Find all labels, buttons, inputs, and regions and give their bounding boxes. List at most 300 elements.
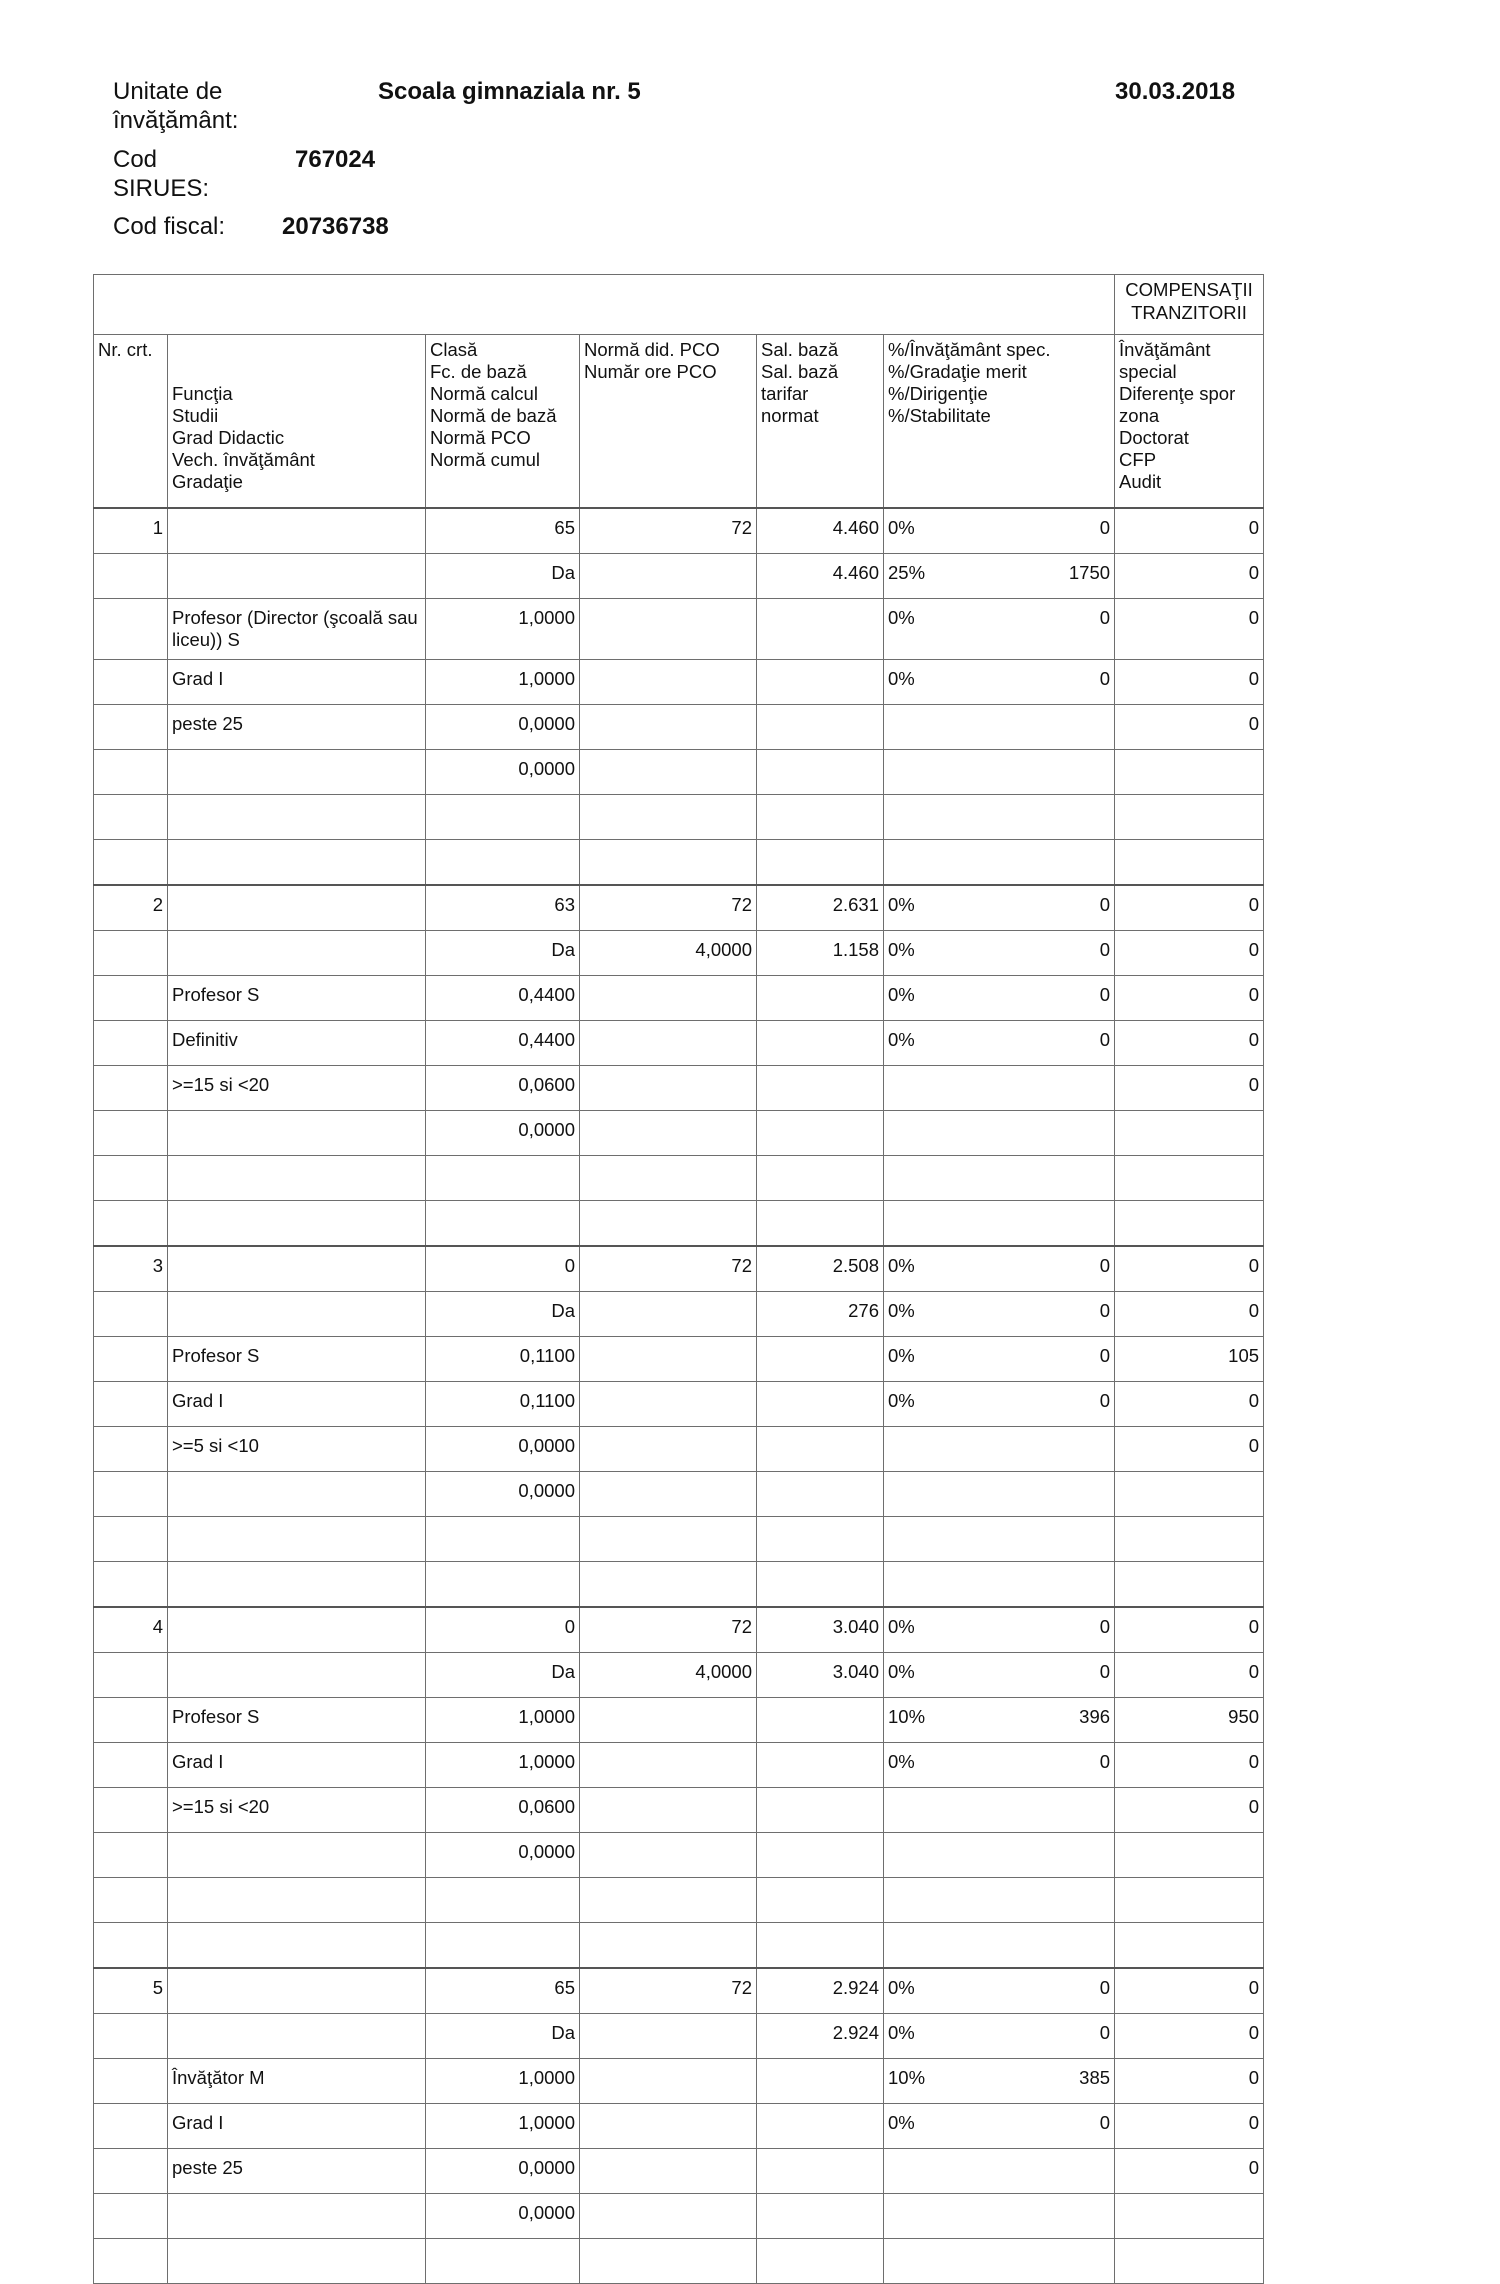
cell-procent-valoare: 0	[998, 1021, 1115, 1066]
col-header-line: tarifar	[761, 383, 809, 404]
cell-compensatii	[1115, 1201, 1264, 1247]
cell-sal-baza	[757, 840, 884, 886]
cell-nr	[94, 750, 168, 795]
cell-procent: 0%	[884, 1607, 998, 1653]
cell-procent	[884, 1833, 998, 1878]
cell-procent: 0%	[884, 931, 998, 976]
cell-sal-baza	[757, 1743, 884, 1788]
cell-procent	[884, 1472, 998, 1517]
unit-name: Scoala gimnaziala nr. 5	[378, 78, 641, 105]
cell-compensatii: 0	[1115, 2059, 1264, 2104]
cell-compensatii: 0	[1115, 599, 1264, 660]
cell-norma	[580, 1156, 757, 1201]
table-row	[94, 1201, 1264, 1247]
col-header-nr	[94, 335, 168, 509]
cell-procent: 0%	[884, 885, 998, 931]
cell-procent-valoare	[998, 1517, 1115, 1562]
cell-compensatii	[1115, 795, 1264, 840]
cell-functia	[168, 1292, 426, 1337]
cell-functia	[168, 554, 426, 599]
cell-norma	[580, 1698, 757, 1743]
table-row	[94, 1021, 1264, 1066]
cell-functia: Învăţător M	[168, 2059, 426, 2104]
cell-procent-valoare	[998, 1562, 1115, 1608]
cell-nr	[94, 554, 168, 599]
col-header-line: Normă cumul	[430, 449, 540, 470]
cell-sal-baza: 1.158	[757, 931, 884, 976]
cell-sal-baza	[757, 2239, 884, 2284]
cell-functia: Profesor S	[168, 976, 426, 1021]
cell-sal-baza	[757, 1156, 884, 1201]
cell-sal-baza	[757, 1111, 884, 1156]
cell-norma	[580, 599, 757, 660]
cell-functia	[168, 750, 426, 795]
cell-procent-valoare	[998, 1156, 1115, 1201]
cell-sal-baza	[757, 1698, 884, 1743]
cell-procent	[884, 1788, 998, 1833]
cell-nr	[94, 660, 168, 705]
cell-norma: 72	[580, 885, 757, 931]
table-row	[94, 1337, 1264, 1382]
col-header-line: Audit	[1119, 471, 1162, 492]
col-header-norma-did	[580, 335, 757, 509]
cell-functia	[168, 2014, 426, 2059]
cell-clasa: 0,0000	[426, 750, 580, 795]
col-header-line: Normă PCO	[430, 427, 531, 448]
col-header-sal-baza	[757, 335, 884, 509]
table-row	[94, 1788, 1264, 1833]
cell-procent: 10%	[884, 2059, 998, 2104]
group-header-line2: TRANZITORII	[1131, 302, 1247, 323]
cell-nr	[94, 840, 168, 886]
cell-norma: 72	[580, 1968, 757, 2014]
table-row	[94, 931, 1264, 976]
table-row	[94, 2104, 1264, 2149]
cell-procent: 0%	[884, 1968, 998, 2014]
cell-compensatii: 0	[1115, 1427, 1264, 1472]
cell-sal-baza	[757, 1472, 884, 1517]
cell-procent-valoare: 0	[998, 1292, 1115, 1337]
report-date: 30.03.2018	[1115, 78, 1236, 105]
cell-nr	[94, 2194, 168, 2239]
cell-clasa: 0,0000	[426, 1427, 580, 1472]
cell-procent	[884, 1562, 998, 1608]
cell-nr	[94, 1156, 168, 1201]
cell-clasa: 0,1100	[426, 1382, 580, 1427]
cell-nr	[94, 1292, 168, 1337]
cell-procent	[884, 1156, 998, 1201]
cell-clasa: 0,0000	[426, 1472, 580, 1517]
cell-compensatii	[1115, 840, 1264, 886]
cell-norma	[580, 2149, 757, 2194]
cell-procent-valoare: 0	[998, 1653, 1115, 1698]
cell-sal-baza	[757, 1201, 884, 1247]
sirues-label	[113, 145, 209, 203]
cell-functia	[168, 1607, 426, 1653]
cell-clasa: 1,0000	[426, 1698, 580, 1743]
cell-clasa	[426, 2239, 580, 2284]
cell-procent-valoare	[998, 2194, 1115, 2239]
cell-procent: 0%	[884, 660, 998, 705]
table-row	[94, 1833, 1264, 1878]
cell-nr	[94, 1111, 168, 1156]
cell-clasa	[426, 840, 580, 886]
cell-compensatii: 0	[1115, 1292, 1264, 1337]
cell-functia	[168, 1517, 426, 1562]
table-row	[94, 976, 1264, 1021]
cell-norma	[580, 795, 757, 840]
col-header-line: Sal. bază	[761, 339, 839, 360]
cell-functia	[168, 508, 426, 554]
cell-sal-baza	[757, 660, 884, 705]
cell-norma	[580, 1382, 757, 1427]
unit-label	[113, 77, 238, 135]
cell-clasa: Da	[426, 554, 580, 599]
sirues-label-line1: Cod	[113, 146, 158, 173]
cell-functia	[168, 885, 426, 931]
cell-nr	[94, 1743, 168, 1788]
cell-sal-baza	[757, 1337, 884, 1382]
cell-clasa: 1,0000	[426, 660, 580, 705]
col-header-line: Funcţia	[172, 383, 233, 404]
unit-label-line2: învăţământ:	[113, 107, 239, 134]
table-row	[94, 2194, 1264, 2239]
table-row	[94, 660, 1264, 705]
cell-procent: 0%	[884, 1382, 998, 1427]
table-row	[94, 1111, 1264, 1156]
table-row	[94, 2149, 1264, 2194]
cell-procent-valoare: 0	[998, 1743, 1115, 1788]
cell-functia	[168, 1653, 426, 1698]
table-row	[94, 1472, 1264, 1517]
cell-functia	[168, 840, 426, 886]
cell-sal-baza	[757, 1427, 884, 1472]
cell-sal-baza: 3.040	[757, 1607, 884, 1653]
cell-compensatii	[1115, 1111, 1264, 1156]
cell-sal-baza	[757, 2059, 884, 2104]
table-row	[94, 599, 1264, 660]
cell-functia: >=15 si <20	[168, 1066, 426, 1111]
cell-functia	[168, 1968, 426, 2014]
cell-norma	[580, 1337, 757, 1382]
cell-functia	[168, 1878, 426, 1923]
col-header-line: Clasă	[430, 339, 478, 360]
fiscal-label: Cod fiscal:	[113, 213, 226, 240]
cell-norma	[580, 1743, 757, 1788]
cell-procent-valoare	[998, 1472, 1115, 1517]
cell-functia: >=5 si <10	[168, 1427, 426, 1472]
cell-clasa	[426, 1201, 580, 1247]
col-header-line: %/Dirigenţie	[888, 383, 988, 404]
cell-compensatii: 0	[1115, 1382, 1264, 1427]
col-header-line: Grad Didactic	[172, 427, 285, 448]
col-header-line: Nr. crt.	[98, 339, 153, 360]
cell-norma	[580, 1517, 757, 1562]
cell-compensatii: 0	[1115, 554, 1264, 599]
cell-functia: Profesor (Director (şcoală sau liceu)) S	[168, 599, 426, 660]
cell-nr	[94, 1201, 168, 1247]
cell-procent: 0%	[884, 2104, 998, 2149]
cell-nr	[94, 1788, 168, 1833]
cell-nr	[94, 1382, 168, 1427]
cell-norma	[580, 1066, 757, 1111]
col-header-line: Fc. de bază	[430, 361, 527, 382]
cell-compensatii	[1115, 750, 1264, 795]
cell-compensatii: 0	[1115, 705, 1264, 750]
cell-compensatii: 0	[1115, 1743, 1264, 1788]
cell-nr	[94, 1021, 168, 1066]
cell-procent: 0%	[884, 599, 998, 660]
cell-nr	[94, 976, 168, 1021]
cell-clasa: 0,0000	[426, 1833, 580, 1878]
cell-norma	[580, 2104, 757, 2149]
cell-nr	[94, 1337, 168, 1382]
cell-procent-valoare: 0	[998, 1337, 1115, 1382]
table-row	[94, 554, 1264, 599]
table-row	[94, 795, 1264, 840]
table-row	[94, 1923, 1264, 1969]
cell-sal-baza: 4.460	[757, 508, 884, 554]
cell-nr: 4	[94, 1607, 168, 1653]
cell-compensatii	[1115, 1156, 1264, 1201]
cell-procent-valoare: 0	[998, 660, 1115, 705]
cell-functia	[168, 1201, 426, 1247]
cell-procent-valoare: 396	[998, 1698, 1115, 1743]
col-header-line: Normă calcul	[430, 383, 538, 404]
cell-compensatii	[1115, 2239, 1264, 2284]
cell-nr	[94, 705, 168, 750]
table-row	[94, 1698, 1264, 1743]
cell-norma	[580, 2194, 757, 2239]
cell-compensatii: 0	[1115, 2149, 1264, 2194]
cell-sal-baza	[757, 1382, 884, 1427]
salary-table	[93, 274, 1264, 2284]
cell-functia	[168, 931, 426, 976]
table-row	[94, 1382, 1264, 1427]
col-header-line: CFP	[1119, 449, 1157, 470]
cell-nr: 3	[94, 1246, 168, 1292]
cell-functia	[168, 795, 426, 840]
cell-functia: Grad I	[168, 1743, 426, 1788]
cell-sal-baza: 3.040	[757, 1653, 884, 1698]
cell-functia: >=15 si <20	[168, 1788, 426, 1833]
cell-compensatii	[1115, 1923, 1264, 1969]
cell-nr: 2	[94, 885, 168, 931]
cell-compensatii: 0	[1115, 931, 1264, 976]
cell-norma	[580, 750, 757, 795]
cell-compensatii: 0	[1115, 976, 1264, 1021]
cell-procent	[884, 1066, 998, 1111]
cell-functia	[168, 1923, 426, 1969]
cell-norma	[580, 1201, 757, 1247]
cell-procent	[884, 1111, 998, 1156]
table-row	[94, 1562, 1264, 1608]
cell-compensatii: 950	[1115, 1698, 1264, 1743]
cell-procent-valoare	[998, 1427, 1115, 1472]
col-header-functia	[168, 335, 426, 509]
col-header-line: Gradaţie	[172, 471, 243, 492]
cell-norma: 4,0000	[580, 1653, 757, 1698]
cell-compensatii	[1115, 1517, 1264, 1562]
cell-procent-valoare: 0	[998, 2104, 1115, 2149]
cell-clasa: 0,0000	[426, 1111, 580, 1156]
group-header-row	[94, 275, 1264, 335]
cell-procent: 0%	[884, 508, 998, 554]
cell-clasa	[426, 1517, 580, 1562]
cell-functia	[168, 1833, 426, 1878]
cell-clasa: 0,0000	[426, 705, 580, 750]
cell-clasa: 0,0600	[426, 1066, 580, 1111]
col-header-line: Diferenţe spor	[1119, 383, 1236, 404]
cell-procent-valoare	[998, 750, 1115, 795]
cell-nr	[94, 795, 168, 840]
cell-sal-baza	[757, 1923, 884, 1969]
cell-nr	[94, 1517, 168, 1562]
cell-clasa: 1,0000	[426, 2059, 580, 2104]
cell-clasa: 1,0000	[426, 2104, 580, 2149]
table-row	[94, 885, 1264, 931]
cell-sal-baza	[757, 1021, 884, 1066]
cell-norma	[580, 1878, 757, 1923]
cell-sal-baza: 2.924	[757, 1968, 884, 2014]
cell-procent	[884, 2194, 998, 2239]
cell-procent	[884, 1923, 998, 1969]
cell-functia	[168, 1156, 426, 1201]
cell-procent	[884, 795, 998, 840]
table-row	[94, 2014, 1264, 2059]
cell-functia	[168, 1562, 426, 1608]
cell-procent-valoare: 0	[998, 599, 1115, 660]
cell-functia: Grad I	[168, 660, 426, 705]
cell-sal-baza	[757, 1833, 884, 1878]
col-header-line: %/Învăţământ spec.	[888, 339, 1051, 360]
cell-procent	[884, 2149, 998, 2194]
cell-procent-valoare: 0	[998, 2014, 1115, 2059]
cell-procent-valoare: 0	[998, 931, 1115, 976]
cell-norma	[580, 1788, 757, 1833]
cell-procent-valoare: 1750	[998, 554, 1115, 599]
cell-clasa	[426, 1156, 580, 1201]
cell-functia: peste 25	[168, 705, 426, 750]
col-header-procente	[884, 335, 1115, 509]
cell-procent	[884, 840, 998, 886]
table-row	[94, 1427, 1264, 1472]
cell-norma	[580, 1923, 757, 1969]
table-row	[94, 1517, 1264, 1562]
cell-procent-valoare: 0	[998, 976, 1115, 1021]
col-header-line: Normă did. PCO	[584, 339, 720, 360]
table-row	[94, 1653, 1264, 1698]
cell-procent-valoare: 0	[998, 1382, 1115, 1427]
cell-procent-valoare	[998, 1923, 1115, 1969]
cell-sal-baza: 4.460	[757, 554, 884, 599]
cell-norma	[580, 1021, 757, 1066]
cell-procent	[884, 750, 998, 795]
col-header-line: Vech. învăţământ	[172, 449, 315, 470]
group-header-line1: COMPENSAŢII	[1125, 279, 1253, 300]
cell-procent-valoare: 0	[998, 885, 1115, 931]
cell-norma: 4,0000	[580, 931, 757, 976]
cell-compensatii: 0	[1115, 1788, 1264, 1833]
cell-nr	[94, 1653, 168, 1698]
cell-procent: 0%	[884, 1246, 998, 1292]
cell-procent-valoare	[998, 1201, 1115, 1247]
cell-procent-valoare	[998, 2149, 1115, 2194]
cell-norma	[580, 840, 757, 886]
table-row	[94, 2059, 1264, 2104]
col-header-line: %/Gradaţie merit	[888, 361, 1027, 382]
cell-sal-baza: 2.631	[757, 885, 884, 931]
cell-procent-valoare	[998, 1788, 1115, 1833]
cell-norma	[580, 1472, 757, 1517]
col-header-line: Doctorat	[1119, 427, 1189, 448]
cell-sal-baza	[757, 599, 884, 660]
col-header-line: %/Stabilitate	[888, 405, 991, 426]
cell-nr	[94, 1427, 168, 1472]
cell-procent-valoare: 0	[998, 1968, 1115, 2014]
cell-sal-baza	[757, 1517, 884, 1562]
cell-norma	[580, 705, 757, 750]
cell-clasa: 1,0000	[426, 599, 580, 660]
cell-norma	[580, 2059, 757, 2104]
cell-norma	[580, 660, 757, 705]
cell-functia	[168, 1472, 426, 1517]
cell-sal-baza	[757, 2149, 884, 2194]
table-row	[94, 1878, 1264, 1923]
col-header-line: Studii	[172, 405, 219, 426]
cell-procent-valoare	[998, 840, 1115, 886]
cell-sal-baza	[757, 2104, 884, 2149]
cell-norma	[580, 1562, 757, 1608]
cell-clasa: Da	[426, 931, 580, 976]
cell-sal-baza	[757, 976, 884, 1021]
cell-clasa: 65	[426, 1968, 580, 2014]
cell-norma	[580, 1427, 757, 1472]
group-header-compensatii	[1115, 275, 1264, 335]
sirues-label-line2: SIRUES:	[113, 175, 210, 202]
column-header-row	[94, 335, 1264, 509]
cell-compensatii: 0	[1115, 1968, 1264, 2014]
table-row	[94, 1292, 1264, 1337]
cell-clasa: 1,0000	[426, 1743, 580, 1788]
fiscal-value: 20736738	[282, 213, 389, 240]
cell-clasa: 65	[426, 508, 580, 554]
cell-nr	[94, 1472, 168, 1517]
cell-procent-valoare	[998, 705, 1115, 750]
cell-procent: 0%	[884, 2014, 998, 2059]
cell-nr	[94, 931, 168, 976]
cell-norma: 72	[580, 1607, 757, 1653]
cell-nr	[94, 1923, 168, 1969]
cell-clasa	[426, 1878, 580, 1923]
cell-functia: peste 25	[168, 2149, 426, 2194]
cell-clasa: 0,0000	[426, 2149, 580, 2194]
cell-functia	[168, 2239, 426, 2284]
cell-procent	[884, 705, 998, 750]
cell-clasa: 0,4400	[426, 1021, 580, 1066]
col-header-compensatii	[1115, 335, 1264, 509]
table-row	[94, 1968, 1264, 2014]
cell-norma	[580, 2239, 757, 2284]
table-row	[94, 1156, 1264, 1201]
cell-compensatii	[1115, 1472, 1264, 1517]
cell-nr	[94, 2104, 168, 2149]
cell-procent-valoare	[998, 1111, 1115, 1156]
cell-sal-baza: 276	[757, 1292, 884, 1337]
cell-compensatii	[1115, 2194, 1264, 2239]
col-header-line: Învăţământ	[1119, 339, 1211, 360]
cell-procent-valoare	[998, 2239, 1115, 2284]
